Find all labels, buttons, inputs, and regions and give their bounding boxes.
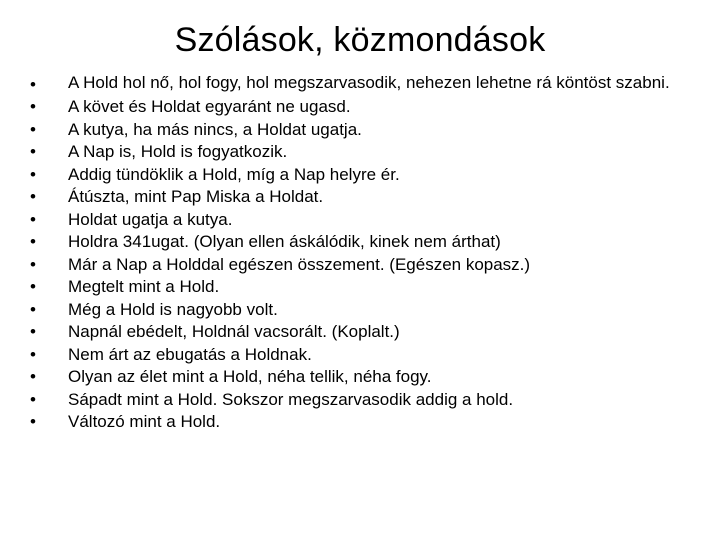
bullet-icon: • <box>30 164 36 184</box>
bullet-icon: • <box>30 322 36 341</box>
list-item <box>28 411 688 434</box>
bullet-icon: • <box>30 367 36 386</box>
list-item-text: Holdra 341ugat. (Olyan ellen áskálódik, kinek nem árthat) <box>68 232 501 251</box>
bullet-icon: • <box>30 277 36 296</box>
bullet-list <box>28 74 688 434</box>
bullet-icon: • <box>30 119 36 139</box>
bullet-icon: • <box>30 209 36 229</box>
bullet-icon: • <box>30 299 36 319</box>
bullet-icon: • <box>30 75 36 94</box>
list-item-text: A Nap is, Hold is fogyatkozik. <box>68 142 288 161</box>
bullet-icon: • <box>30 412 36 431</box>
list-item <box>28 254 688 277</box>
list-item-text: Változó mint a Hold. <box>68 412 221 431</box>
list-item <box>28 119 688 142</box>
bullet-icon: • <box>30 254 36 274</box>
list-item-text: Már a Nap a Holddal egészen összement. (Egészen kopasz.) <box>68 254 531 274</box>
list-item-text: Addig tündöklik a Hold, míg a Nap helyre ér. <box>68 164 400 184</box>
list-item-text: Napnál ebédelt, Holdnál vacsorált. (Koplalt.) <box>68 322 400 341</box>
list-item <box>28 344 688 367</box>
list-item-text: Sápadt mint a Hold. Sokszor megszarvasodik addig a hold. <box>68 389 514 409</box>
list-item <box>28 141 688 164</box>
list-item <box>28 299 688 322</box>
list-item <box>28 186 688 209</box>
list-item-text: Még a Hold is nagyobb volt. <box>68 299 278 319</box>
list-item <box>28 276 688 299</box>
list-item-text: A követ és Holdat egyaránt ne ugasd. <box>68 97 351 116</box>
bullet-icon: • <box>30 187 36 206</box>
slide-title: Szólások, közmondások <box>174 21 546 59</box>
list-item <box>28 231 688 254</box>
list-item-text: A Hold hol nő, hol fogy, hol megszarvasodik, nehezen lehetne rá köntöst szabni. <box>68 73 670 92</box>
list-item <box>28 366 688 389</box>
list-item <box>28 389 688 412</box>
bullet-icon: • <box>30 232 36 251</box>
bullet-icon: • <box>30 389 36 409</box>
list-item-text: Nem árt az ebugatás a Holdnak. <box>68 344 312 364</box>
list-item <box>28 96 688 119</box>
list-item-text: Olyan az élet mint a Hold, néha tellik, néha fogy. <box>68 367 432 386</box>
list-item-text: Átúszta, mint Pap Miska a Holdat. <box>68 187 324 206</box>
bullet-icon: • <box>30 344 36 364</box>
list-item <box>28 209 688 232</box>
bullet-icon: • <box>30 142 36 161</box>
bullet-icon: • <box>30 97 36 116</box>
list-item <box>28 321 688 344</box>
list-item <box>28 164 688 187</box>
list-item-text: Megtelt mint a Hold. <box>68 277 220 296</box>
list-item-text: A kutya, ha más nincs, a Holdat ugatja. <box>68 119 362 139</box>
list-item-text: Holdat ugatja a kutya. <box>68 209 233 229</box>
list-item <box>28 74 688 96</box>
